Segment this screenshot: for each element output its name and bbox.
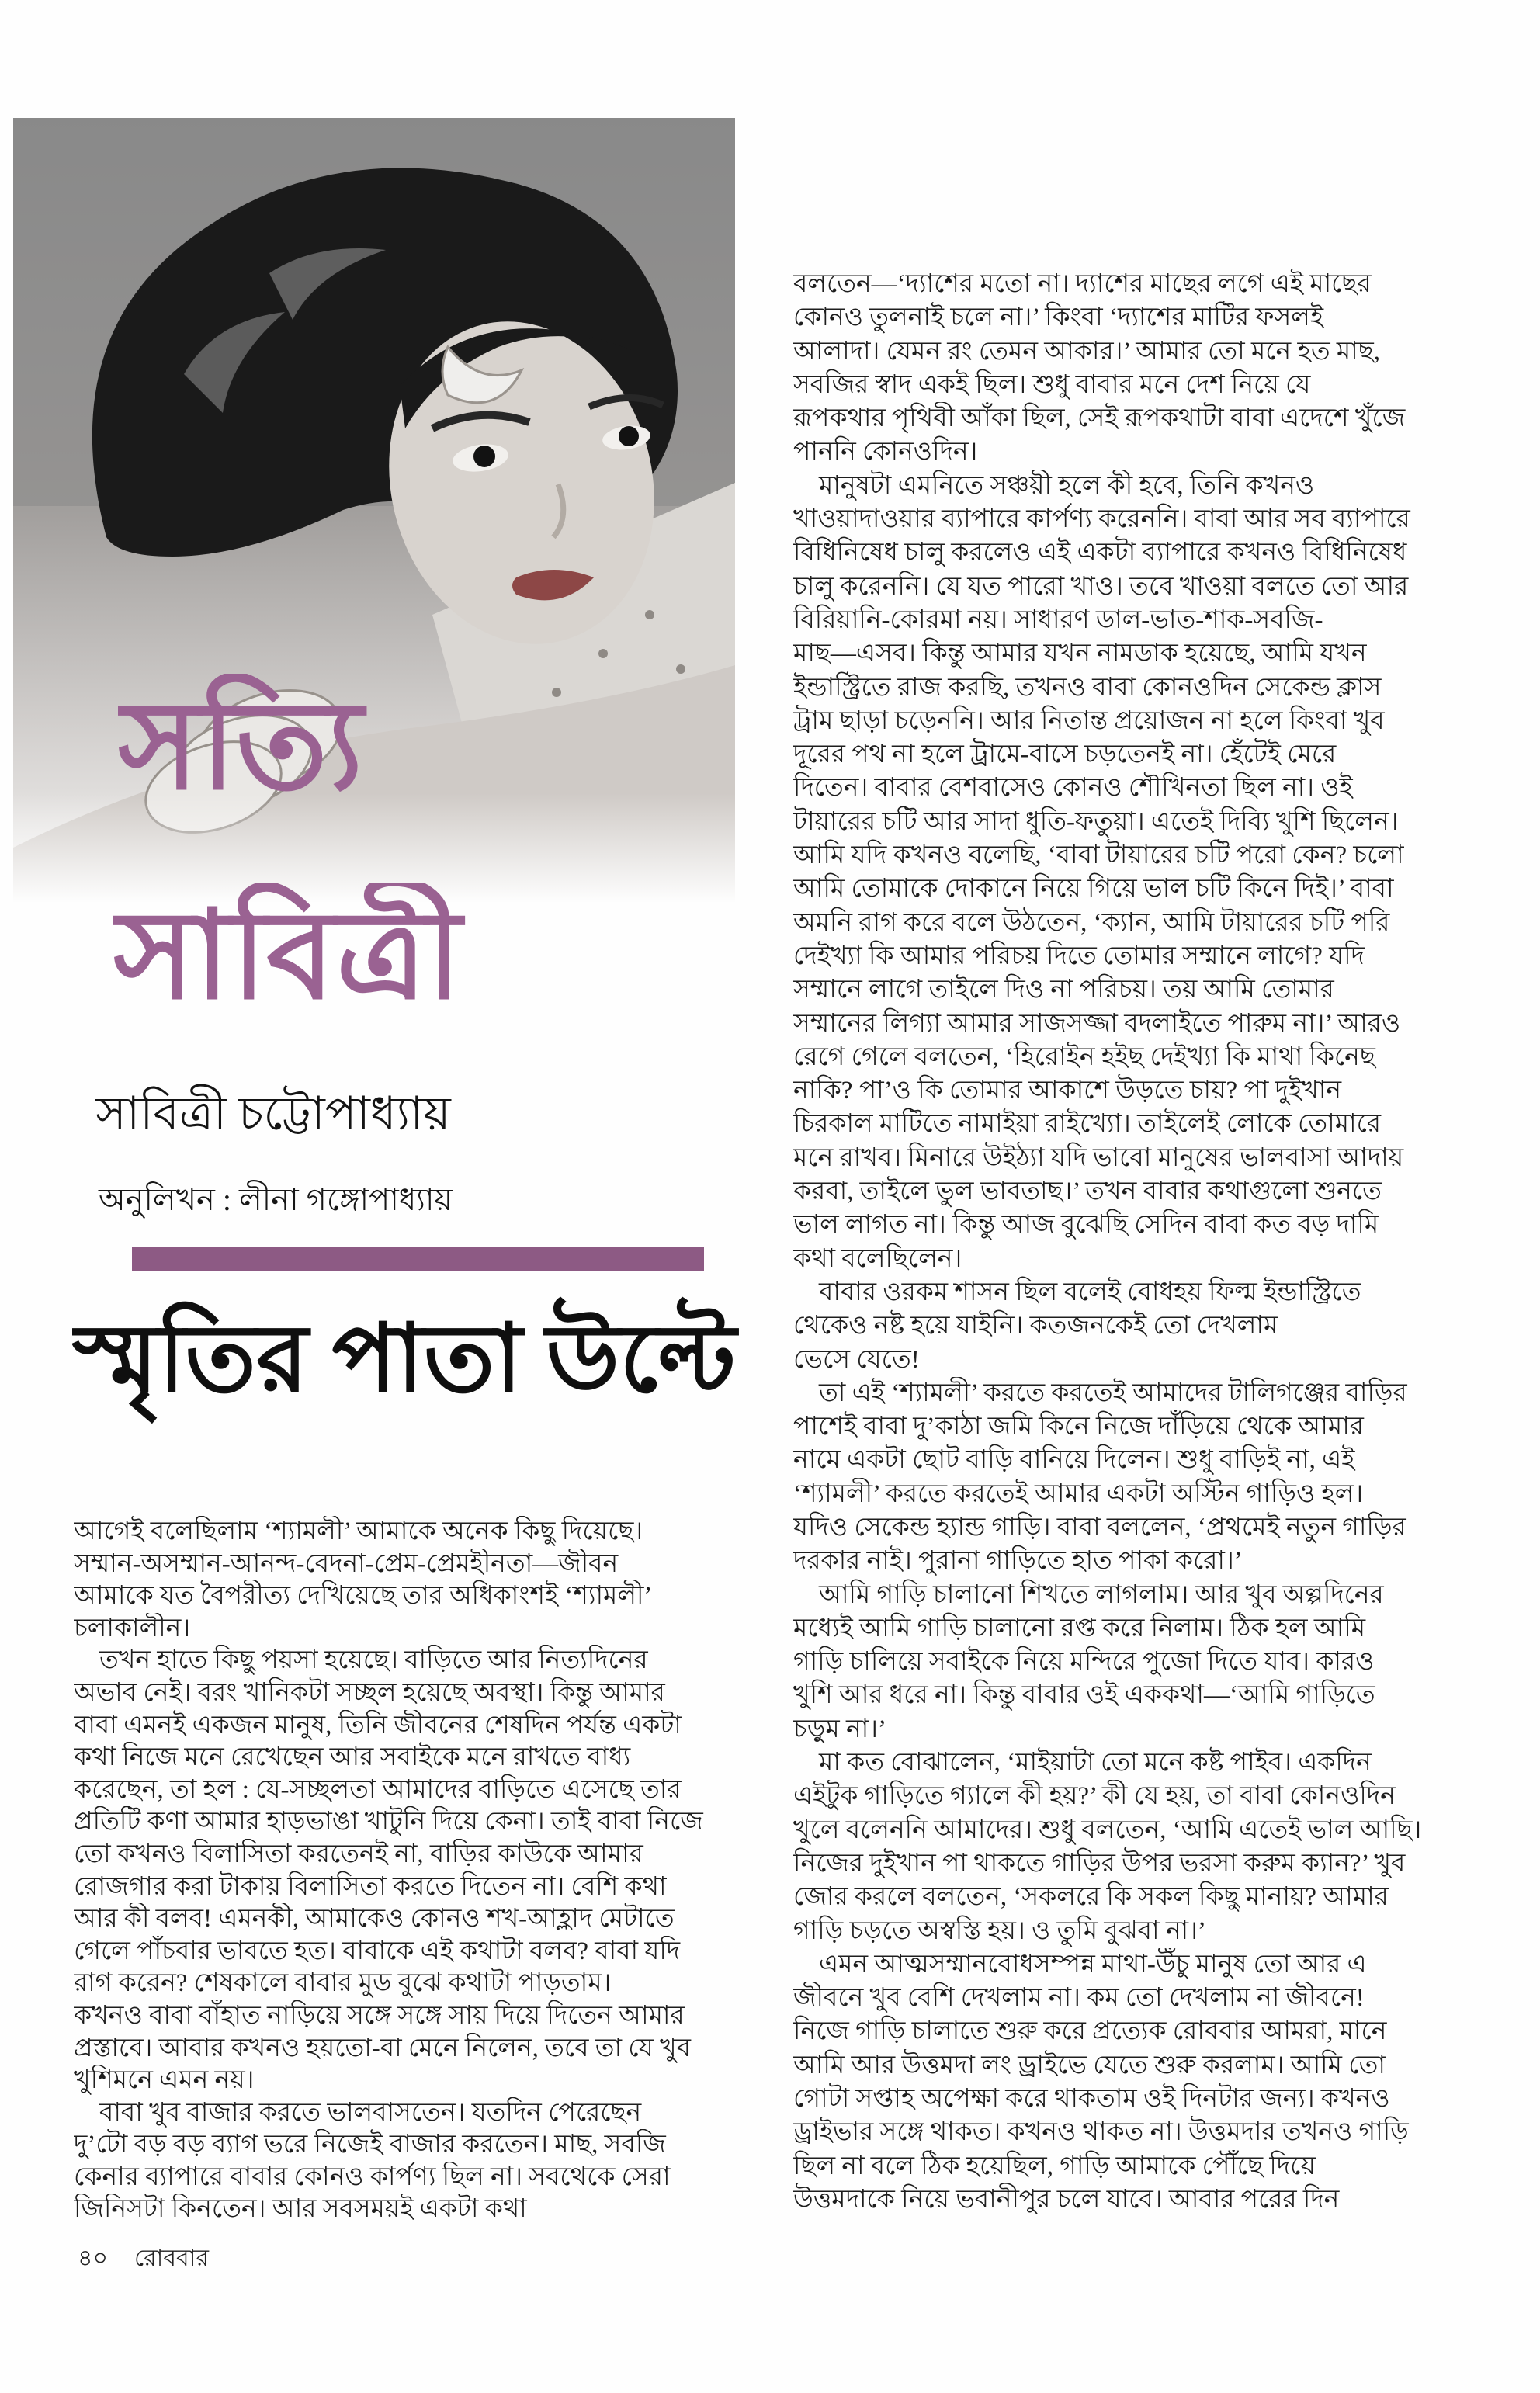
text-line: কথা নিজে মনে রেখেছেন আর সবাইকে মনে রাখতে বাধ্য xyxy=(74,1743,631,1772)
text-line: পাননি কোনওদিন। xyxy=(793,438,978,466)
text-line: আলাদা। যেমন রং তেমন আকার।’ আমার তো মনে হত মাছ, xyxy=(793,337,1380,366)
page-footer xyxy=(78,2243,466,2277)
text-line: বাবা এমনই একজন মানুষ, তিনি জীবনের শেষদিন পর্যন্ত একটা xyxy=(74,1711,682,1739)
text-line: করবা, তাইলে ভুল ভাবতাছ।’ তখন বাবার কথাগুলো শুনতে xyxy=(793,1177,1382,1206)
text-line: মা কত বোঝালেন, ‘মাইয়াটা তো মনে কষ্ট পাইব। একদিন xyxy=(793,1749,1372,1777)
text-line: এইটুক গাড়িতে গ্যালে কী হয়?’ কী যে হয়, তা বাবা কোনওদিন xyxy=(793,1782,1396,1811)
text-line: জিনিসটা কিনতেন। আর সবসময়ই একটা কথা xyxy=(74,2195,527,2224)
text-line: টায়ারের চটি আর সাদা ধুতি-ফতুয়া। এতেই দিব্যি খুশি ছিলেন। xyxy=(793,807,1399,836)
text-line: ট্রাম ছাড়া চড়েননি। আর নিতান্ত প্রয়োজন না হলে কিংবা খুব xyxy=(793,706,1385,735)
text-line: যদিও সেকেন্ড হ্যান্ড গাড়ি। বাবা বললেন, ‘প্রথমেই নতুন গাড়ির xyxy=(793,1513,1406,1542)
text-line: তা এই ‘শ্যামলী’ করতে করতেই আমাদের টালিগঞ্জের বাড়ির xyxy=(793,1379,1407,1407)
text-line: দেইখ্যা কি আমার পরিচয় দিতে তোমার সম্মানে লাগে? যদি xyxy=(793,942,1365,970)
text-line: আমাকে যত বৈপরীত্য দেখিয়েছে তার অধিকাংশই ‘শ্যামলী’ xyxy=(74,1582,653,1611)
text-line: বিরিয়ানি-কোরমা নয়। সাধারণ ডাল-ভাত-শাক-সবজি- xyxy=(793,605,1323,634)
text-line: বিধিনিষেধ চালু করলেও এই একটা ব্যাপারে কখনও বিধিনিষেধ xyxy=(793,539,1407,567)
section-heading: স্মৃতির পাতা উল্টে xyxy=(72,1307,737,1412)
text-line: কেনার ব্যাপারে বাবার কোনও কার্পণ্য ছিল না। সবথেকে সেরা xyxy=(74,2162,671,2191)
text-line: জোর করলে বলতেন, ‘সকলরে কি সকল কিছু মানায়? আমার xyxy=(793,1883,1389,1912)
text-line: দিতেন। বাবার বেশবাসেও কোনও শৌখিনতা ছিল না। ওই xyxy=(793,774,1353,803)
text-line: বলতেন—‘দ্যাশের মতো না। দ্যাশের মাছের লগে এই মাছের xyxy=(793,270,1372,298)
text-line: তো কখনও বিলাসিতা করতেনই না, বাড়ির কাউকে আমার xyxy=(74,1840,643,1868)
text-line: দু’টো বড় বড় ব্যাগ ভরে নিজেই বাজার করতেন। মাছ, সবজি xyxy=(74,2131,666,2159)
text-line: এমন আত্মসম্মানবোধসম্পন্ন মাথা-উঁচু মানুষ তো আর এ xyxy=(793,1950,1367,1979)
text-line: চড়ুম না।’ xyxy=(793,1715,886,1743)
text-line: প্রস্তাবে। আবার কখনও হয়তো-বা মেনে নিলেন, তবে তা যে খুব xyxy=(74,2034,691,2062)
text-line: খুশিমনে এমন নয়। xyxy=(74,2066,255,2095)
text-line: জীবনে খুব বেশি দেখলাম না। কম তো দেখলাম না জীবনে! xyxy=(793,1984,1365,2013)
text-line: নিজে গাড়ি চালাতে শুরু করে প্রত্যেক রোববার আমরা, মানে xyxy=(793,2017,1387,2046)
text-line: গোটা সপ্তাহ অপেক্ষা করে থাকতাম ওই দিনটার জন্য। কখনও xyxy=(793,2085,1390,2114)
text-line: প্রতিটি কণা আমার হাড়ভাঙা খাটুনি দিয়ে কেনা। তাই বাবা নিজে xyxy=(74,1808,703,1836)
article-column-left xyxy=(74,1516,704,2238)
accent-divider-bar xyxy=(132,1247,704,1271)
page-number: ৪০ xyxy=(78,2246,108,2271)
text-line: কখনও বাবা বাঁহাত নাড়িয়ে সঙ্গে সঙ্গে সায় দিয়ে দিতেন আমার xyxy=(74,2001,685,2030)
text-line: ‘শ্যামলী’ করতে করতেই আমার একটা অস্টিন গাড়িও হল। xyxy=(793,1479,1364,1508)
text-line: আমি যদি কখনও বলেছি, ‘বাবা টায়ারের চটি পরো কেন? চলো xyxy=(793,841,1404,870)
text-line: রোজগার করা টাকায় বিলাসিতা করতে দিতেন না। বেশি কথা xyxy=(74,1872,667,1901)
text-line: মানুষটা এমনিতে সঞ্চয়ী হলে কী হবে, তিনি কখনও xyxy=(793,471,1315,500)
text-line: চলাকালীন। xyxy=(74,1614,191,1642)
text-line: মনে রাখব। মিনারে উইঠ্যা যদি ভাবো মানুষের ভালবাসা আদায় xyxy=(793,1143,1404,1172)
text-line: বাবা খুব বাজার করতে ভালবাসতেন। যতদিন পেরেছেন xyxy=(74,2098,642,2127)
text-line: করেছেন, তা হল : যে-সচ্ছলতা আমাদের বাড়িতে এসেছে তার xyxy=(74,1775,682,1804)
magazine-name: রোববার xyxy=(134,2246,209,2271)
text-line: সবজির স্বাদ একই ছিল। শুধু বাবার মনে দেশ নিয়ে যে xyxy=(793,370,1311,399)
text-line: রূপকথার পৃথিবী আঁকা ছিল, সেই রূপকথাটা বাবা এদেশে খুঁজে xyxy=(793,404,1406,433)
text-line: সম্মানের লিগ্যা আমার সাজসজ্জা বদলাইতে পারুম না।’ আরও xyxy=(793,1009,1401,1038)
text-line: তখন হাতে কিছু পয়সা হয়েছে। বাড়িতে আর নিত্যদিনের xyxy=(74,1646,648,1675)
page-title-line-1: সত্যি xyxy=(118,679,365,815)
text-line: আর কী বলব! এমনকী, আমাকেও কোনও শখ-আহ্লাদ মেটাতে xyxy=(74,1905,675,1933)
text-line: থেকেও নষ্ট হয়ে যাইনি। কতজনকেই তো দেখলাম xyxy=(793,1312,1278,1340)
text-line: মধ্যেই আমি গাড়ি চালানো রপ্ত করে নিলাম। ঠিক হল আমি xyxy=(793,1614,1366,1642)
left-eye xyxy=(473,446,495,467)
text-line: ভেসে যেতে! xyxy=(793,1345,920,1374)
text-line: রেগে গেলে বলতেন, ‘হিরোইন হইছ দেইখ্যা কি মাথা কিনেছ xyxy=(793,1042,1375,1071)
text-line: সম্মানে লাগে তাইলে দিও না পরিচয়। তয় আমি তোমার xyxy=(793,976,1334,1004)
text-line: পাশেই বাবা দু’কাঠা জমি কিনে নিজে দাঁড়িয়ে থেকে আমার xyxy=(793,1413,1364,1441)
text-line: ড্রাইভার সঙ্গে থাকত। কখনও থাকত না। উত্তমদার তখনও গাড়ি xyxy=(793,2118,1409,2147)
text-line: ইন্ডাস্ট্রিতে রাজ করছি, তখনও বাবা কোনওদিন সেকেন্ড ক্লাস xyxy=(793,673,1382,702)
text-line: খুলে বলেননি আমাদের। শুধু বলতেন, ‘আমি এতেই ভাল আছি। xyxy=(793,1816,1422,1844)
author-byline: সাবিত্রী চট্টোপাধ্যায় xyxy=(95,1088,451,1139)
text-line: বাবার ওরকম শাসন ছিল বলেই বোধহয় ফিল্ম ইন্ডাস্ট্রিতে xyxy=(793,1278,1361,1306)
text-line: অভাব নেই। বরং খানিকটা সচ্ছল হয়েছে অবস্থা। কিন্তু আমার xyxy=(74,1678,665,1707)
transcription-credit: অনুলিখন : লীনা গঙ্গোপাধ্যায় xyxy=(98,1182,453,1217)
text-line: গেলে পাঁচবার ভাবতে হত। বাবাকে এই কথাটা বলব? বাবা যদি xyxy=(74,1937,681,1965)
text-line: চালু করেননি। যে যত পারো খাও। তবে খাওয়া বলতে তো আর xyxy=(793,572,1409,601)
text-line: আমি আর উত্তমদা লং ড্রাইভে যেতে শুরু করলাম। আমি তো xyxy=(793,2051,1386,2079)
text-line: নিজের দুইখান পা থাকতে গাড়ির উপর ভরসা করুম ক্যান?’ খুব xyxy=(793,1849,1406,1878)
text-line: ভাল লাগত না। কিন্তু আজ বুঝেছি সেদিন বাবা কত বড় দামি xyxy=(793,1211,1379,1240)
text-line: চিরকাল মাটিতে নামাইয়া রাইখ্যো। তাইলেই লোকে তোমারে xyxy=(793,1110,1382,1139)
text-line: অমনি রাগ করে বলে উঠতেন, ‘ক্যান, আমি টায়ারের চটি পরি xyxy=(793,908,1390,937)
right-eye xyxy=(619,426,639,446)
text-line: গাড়ি চালিয়ে সবাইকে নিয়ে মন্দিরে পুজো দিতে যাব। কারও xyxy=(793,1648,1375,1677)
text-line: দূরের পথ না হলে ট্রামে-বাসে চড়তেনই না। হেঁটেই মেরে xyxy=(793,740,1337,769)
text-line: সম্মান-অসম্মান-আনন্দ-বেদনা-প্রেম-প্রেমহীনতা—জীবন xyxy=(74,1549,619,1578)
text-line: কোনও তুলনাই চলে না।’ কিংবা ‘দ্যাশের মাটির ফসলই xyxy=(793,303,1324,332)
text-line: ছিল না বলে ঠিক হয়েছিল, গাড়ি আমাকে পৌঁছে দিয়ে xyxy=(793,2152,1316,2180)
text-line: খুশি আর ধরে না। কিন্তু বাবার ওই এককথা—‘আমি গাড়িতে xyxy=(793,1681,1375,1710)
text-line: খাওয়াদাওয়ার ব্যাপারে কার্পণ্য করেননি। বাবা আর সব ব্যাপারে xyxy=(793,505,1410,534)
text-line: রাগ করেন? শেষকালে বাবার মুড বুঝে কথাটা পাড়তাম। xyxy=(74,1969,612,1998)
text-line: মাছ—এসব। কিন্তু আমার যখন নামডাক হয়েছে, আমি যখন xyxy=(793,640,1367,668)
page-title-line-2: সাবিত্রী xyxy=(113,889,463,1025)
text-line: আমি গাড়ি চালানো শিখতে লাগলাম। আর খুব অল্পদিনের xyxy=(793,1580,1384,1609)
text-line: আমি তোমাকে দোকানে নিয়ে গিয়ে ভাল চটি কিনে দিই।’ বাবা xyxy=(793,875,1394,903)
text-line: নামে একটা ছোট বাড়ি বানিয়ে দিলেন। শুধু বাড়িই না, এই xyxy=(793,1446,1355,1475)
text-line: কথা বলেছিলেন। xyxy=(793,1244,962,1273)
text-line: গাড়ি চড়তে অস্বস্তি হয়। ও তুমি বুঝবা না।’ xyxy=(793,1916,1206,1945)
text-line: নাকি? পা’ও কি তোমার আকাশে উড়তে চায়? পা দুইখান xyxy=(793,1077,1342,1105)
article-column-right xyxy=(793,268,1476,2232)
text-line: আগেই বলেছিলাম ‘শ্যামলী’ আমাকে অনেক কিছু দিয়েছে। xyxy=(74,1517,643,1545)
text-line: দরকার নাই। পুরানা গাড়িতে হাত পাকা করো।’ xyxy=(793,1547,1243,1576)
text-line: উত্তমদাকে নিয়ে ভবানীপুর চলে যাবে। আবার পরের দিন xyxy=(793,2185,1340,2214)
